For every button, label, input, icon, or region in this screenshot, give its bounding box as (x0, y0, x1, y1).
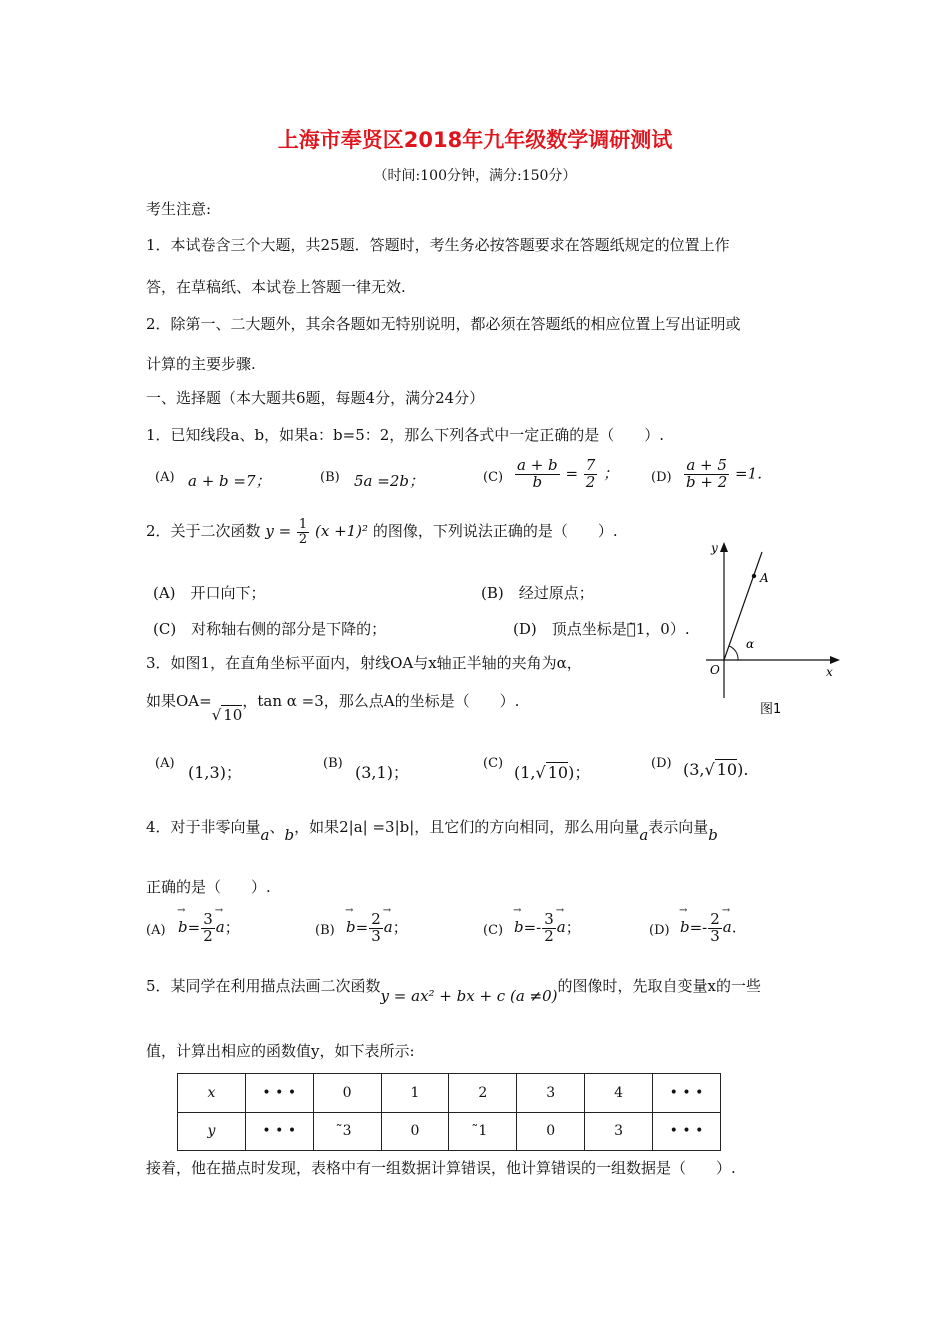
vector-a: → a (216, 918, 225, 936)
fraction (684, 458, 729, 491)
y-label: y (711, 541, 718, 555)
q1-option-b: 5a =2b； (354, 472, 424, 490)
terminator: =1． (735, 464, 773, 483)
terminator: ； (565, 918, 581, 937)
table-cell: • • • (653, 1112, 721, 1151)
fraction (515, 458, 560, 491)
function-lhs: y = (265, 522, 292, 541)
denominator: 3 (371, 926, 381, 945)
fraction (369, 912, 383, 945)
question-3-stem: 3．如图1，在直角坐标平面内，射线OA与x轴正半轴的夹角为α， (146, 654, 582, 672)
table-cell: 0 (381, 1112, 449, 1151)
denominator: b + 2 (686, 472, 728, 491)
q3-option-c: (1,√ 10)； (514, 763, 591, 782)
q4-option-a (178, 912, 240, 945)
table-cell: 3 (585, 1112, 653, 1151)
q1-option-c-label: (C) (483, 470, 504, 485)
vector-a: a (639, 826, 649, 844)
coord-close: )； (568, 763, 591, 782)
table-cell: • • • (653, 1074, 721, 1113)
coord-open: (3, (683, 760, 705, 779)
vector-b: → b (346, 918, 356, 936)
q4-option-c-label: (C) (483, 923, 504, 938)
notice-heading: 考生注意: (146, 200, 212, 218)
numerator: 1 (298, 517, 308, 532)
table-cell: 1 (381, 1074, 449, 1113)
numerator: 3 (544, 910, 554, 928)
q1-option-d (683, 458, 772, 491)
table-cell: ̃1 (449, 1112, 517, 1151)
stem-text: 如果OA= (146, 692, 212, 710)
q3-option-b: (3,1)； (355, 763, 409, 782)
terminator: ； (224, 918, 240, 937)
table-row-x (178, 1074, 721, 1113)
table-cell: 0 (517, 1112, 585, 1151)
origin-label: O (710, 663, 720, 677)
q3-option-d-label: (D) (651, 756, 672, 771)
q1-option-c (514, 458, 618, 491)
question-4-stem-2: 正确的是（ ）. (146, 878, 271, 896)
question-4-stem (146, 816, 718, 844)
stem-text: 表示向量 (648, 818, 709, 836)
fraction (297, 518, 309, 546)
q2-option-d: (D) 顶点坐标是（̃1，0）. (513, 620, 690, 638)
question-1-stem: 1．已知线段a、b，如果a：b=5：2，那么下列各式中一定正确的是（ ）. (146, 426, 665, 444)
stem-text: 的图像，下列说法正确的是（ ）. (372, 522, 618, 541)
function-rhs: (x +1)² (314, 522, 369, 541)
q4-option-d (680, 912, 737, 945)
q1-option-b-label: (B) (320, 470, 340, 485)
question-3-stem-2: 如果OA=√ 10，tan α =3，那么点A的坐标是（ ）. (146, 692, 520, 724)
page-title: 上海市奉贤区2018年九年级数学调研测试 (277, 128, 673, 152)
sqrt-value: 10 (716, 760, 738, 779)
stem-text: ，tan α =3，那么点A的坐标是（ ）. (242, 692, 520, 710)
q3-option-a: (1,3)； (188, 763, 242, 782)
terminator: ； (603, 464, 619, 483)
fraction (542, 912, 556, 945)
q4-option-b-label: (B) (315, 923, 335, 938)
denominator: 2 (203, 926, 213, 945)
question-2-stem (146, 518, 618, 546)
q1-option-a-label: (A) (155, 470, 175, 485)
ray-oa (724, 552, 762, 660)
y-axis-arrow (720, 542, 728, 552)
vector-a: → a (723, 918, 732, 936)
q4-option-a-label: (A) (146, 923, 166, 938)
equals: = (565, 464, 579, 483)
exam-info: （时间:100分钟，满分:150分） (373, 168, 577, 184)
table-cell: • • • (245, 1074, 313, 1113)
denominator: 3 (710, 926, 720, 945)
table-cell: x (178, 1074, 246, 1113)
vector-a: → a (384, 918, 393, 936)
denominator: b (532, 472, 543, 491)
separator: 、 (269, 818, 285, 836)
angle-arc (729, 646, 738, 660)
question-5-stem-3: 接着，他在描点时发现，表格中有一组数据计算错误，他计算错误的一组数据是（ ）. (146, 1159, 736, 1177)
sqrt-value: 10 (223, 706, 243, 724)
quadratic-function: y = ax² + bx + c (a ≠0) (380, 987, 558, 1005)
numerator: 3 (203, 910, 213, 928)
q2-option-b: (B) 经过原点； (481, 584, 594, 602)
table-cell: 2 (449, 1074, 517, 1113)
table-cell: 0 (313, 1074, 381, 1113)
denominator: 2 (585, 472, 596, 491)
numerator: a + 5 (684, 458, 729, 475)
denominator: 2 (544, 926, 554, 945)
stem-text: ，如果2|a| =3|b|，且它们的方向相同，那么用向量 (294, 818, 640, 836)
table-cell: y (178, 1112, 246, 1151)
point-a (752, 574, 756, 578)
vector-b: → b (514, 918, 524, 936)
notice-line: 计算的主要步骤. (146, 355, 256, 373)
table-cell: • • • (245, 1112, 313, 1151)
sqrt-value: 10 (547, 763, 569, 782)
terminator: ； (392, 918, 408, 937)
q3-option-c-label: (C) (483, 756, 504, 771)
stem-text: 5．某同学在利用描点法画二次函数 (146, 977, 381, 995)
numerator: 7 (585, 456, 596, 474)
notice-line: 1．本试卷含三个大题，共25题．答题时，考生务必按答题要求在答题纸规定的位置上作 (146, 236, 730, 254)
section-heading: 一、选择题（本大题共6题，每题4分，满分24分） (146, 389, 485, 407)
q2-option-c: (C) 对称轴右侧的部分是下降的； (153, 620, 387, 638)
q4-option-c (514, 912, 581, 945)
fraction (708, 912, 722, 945)
q3-option-d: (3,√ 10). (683, 760, 749, 779)
x-label: x (826, 665, 833, 679)
numerator: 2 (371, 910, 381, 928)
coord-close: ). (737, 760, 749, 779)
x-axis-arrow (830, 656, 840, 664)
coord-open: (1, (514, 763, 536, 782)
equals: = (187, 918, 201, 937)
terminator: . (731, 918, 737, 937)
q3-option-a-label: (A) (155, 756, 175, 771)
q1-option-d-label: (D) (651, 470, 672, 485)
numerator: 2 (710, 910, 720, 928)
vector-a: → a (557, 918, 566, 936)
notice-line: 答，在草稿纸、本试卷上答题一律无效. (146, 278, 406, 296)
table-cell: ̃3 (313, 1112, 381, 1151)
q3-option-b-label: (B) (323, 756, 343, 771)
table-cell: 4 (585, 1074, 653, 1113)
equals: = (355, 918, 369, 937)
table-cell: 3 (517, 1074, 585, 1113)
angle-label: α (746, 637, 755, 651)
vector-b: b (284, 826, 295, 844)
equals-negative: =- (689, 918, 708, 937)
fraction (584, 458, 598, 491)
q4-option-b (346, 912, 408, 945)
table-row-y (178, 1112, 721, 1151)
values-table (177, 1073, 721, 1151)
vector-b: → b (680, 918, 690, 936)
equals-negative: =- (523, 918, 542, 937)
stem-text: 4．对于非零向量 (146, 818, 261, 836)
stem-text: 2．关于二次函数 (146, 522, 261, 541)
figure-1-coordinate-plane (698, 538, 848, 718)
vector-a: a (260, 826, 270, 844)
vector-b: → b (178, 918, 188, 936)
point-a-label: A (760, 571, 769, 585)
numerator: a + b (517, 456, 558, 474)
q1-option-a: a + b =7； (188, 472, 271, 490)
figure-caption: 图1 (760, 702, 782, 717)
stem-text: 的图像时，先取自变量x的一些 (557, 977, 761, 995)
q4-option-d-label: (D) (649, 923, 670, 938)
question-5-stem-2: 值，计算出相应的函数值y，如下表所示: (146, 1042, 415, 1060)
fraction (201, 912, 215, 945)
notice-line: 2．除第一、二大题外，其余各题如无特别说明，都必须在答题纸的相应位置上写出证明或 (146, 315, 741, 333)
denominator: 2 (298, 531, 308, 547)
question-5-stem (146, 975, 761, 1005)
vector-b: b (708, 826, 718, 844)
q2-option-a: (A) 开口向下； (153, 584, 266, 602)
